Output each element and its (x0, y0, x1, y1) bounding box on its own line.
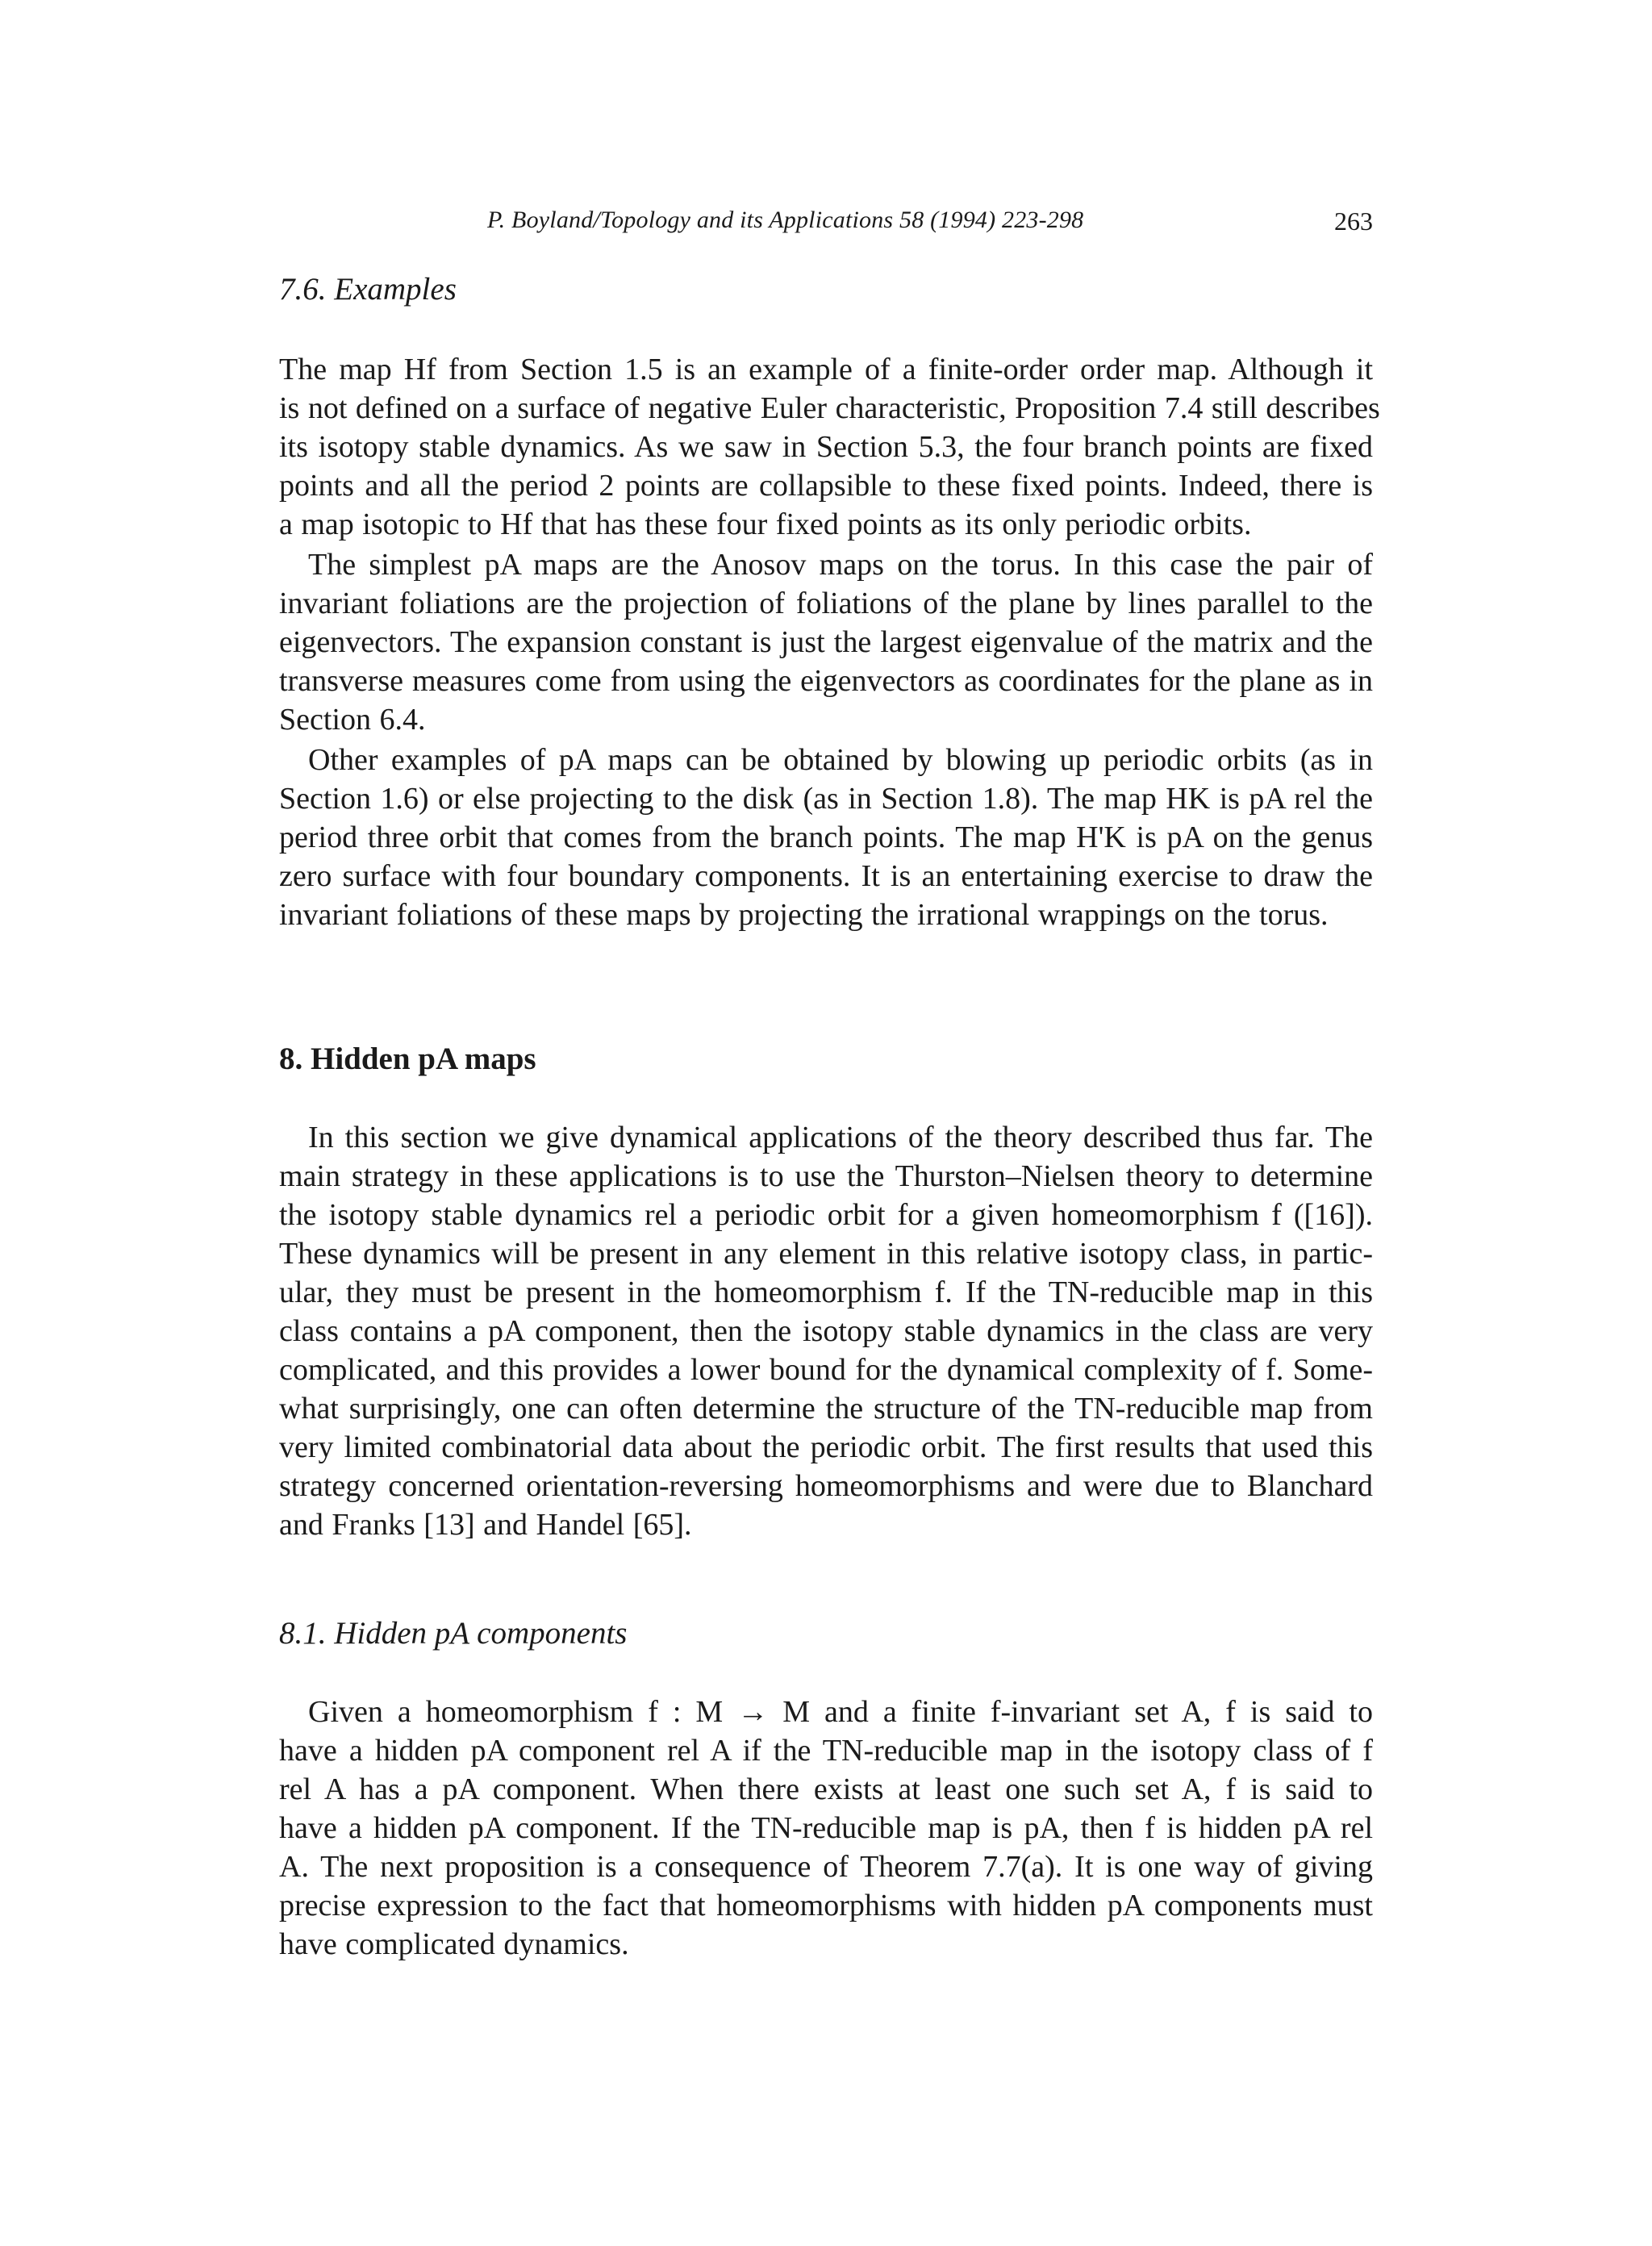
section-title-8: 8. Hidden pA maps (279, 1042, 536, 1076)
paragraph-7-6-1 (279, 350, 1380, 544)
paragraph-line: invariant foliations of these maps by projecting the irrational wrappings on the torus. (279, 898, 1329, 932)
paragraph-line: In this section we give dynamical applications of the theory described thus far. The (308, 1121, 1373, 1154)
subsection-title-8-1: 8.1. Hidden pA components (279, 1616, 628, 1651)
paragraph-line: and Franks [13] and Handel [65]. (279, 1508, 692, 1542)
paragraph-line: the isotopy stable dynamics rel a periodic orbit for a given homeomorphism f ([16]). (279, 1198, 1373, 1232)
running-head: P. Boyland/Topology and its Applications 58 (1994) 223-298 (487, 207, 1084, 233)
paragraph-8-1-1 (279, 1693, 1373, 1964)
paragraph-line: ular, they must be present in the homeomorphism f. If the TN-reducible map in this (279, 1275, 1373, 1309)
paragraph-line: have a hidden pA component. If the TN-reducible map is pA, then f is hidden pA rel (279, 1811, 1373, 1845)
paragraph-8-1 (279, 1118, 1373, 1544)
paragraph-line: invariant foliations are the projection of foliations of the plane by lines parallel to the (279, 587, 1373, 620)
paragraph-line: A. The next proposition is a consequence of Theorem 7.7(a). It is one way of giving (279, 1850, 1373, 1884)
subsection-title-7-6: 7.6. Examples (279, 272, 457, 307)
paragraph-line: Section 1.6) or else projecting to the disk (as in Section 1.8). The map HK is pA rel the (279, 782, 1373, 816)
paragraph-line: points and all the period 2 points are collapsible to these fixed points. Indeed, there is (279, 469, 1373, 503)
paragraph-line: Section 6.4. (279, 703, 426, 737)
paragraph-line: Other examples of pA maps can be obtained by blowing up periodic orbits (as in (308, 743, 1373, 777)
paragraph-line: its isotopy stable dynamics. As we saw in Section 5.3, the four branch points are fixed (279, 430, 1373, 464)
paragraph-line: eigenvectors. The expansion constant is just the largest eigenvalue of the matrix and the (279, 625, 1373, 659)
paragraph-line: Given a homeomorphism f : M → M and a finite f-invariant set A, f is said to (308, 1695, 1373, 1729)
page-number: 263 (1334, 207, 1373, 236)
paragraph-line: strategy concerned orientation-reversing homeomorphisms and were due to Blanchard (279, 1469, 1373, 1503)
paragraph-line: have complicated dynamics. (279, 1927, 629, 1961)
paragraph-line: precise expression to the fact that homeomorphisms with hidden pA components must (279, 1889, 1373, 1922)
paragraph-line: zero surface with four boundary components. It is an entertaining exercise to draw the (279, 859, 1373, 893)
paragraph-line: The simplest pA maps are the Anosov maps on the torus. In this case the pair of (308, 548, 1373, 582)
paragraph-line: rel A has a pA component. When there exists at least one such set A, f is said to (279, 1772, 1373, 1806)
paragraph-line: complicated, and this provides a lower bound for the dynamical complexity of f. Some- (279, 1353, 1373, 1387)
paragraph-line: class contains a pA component, then the isotopy stable dynamics in the class are very (279, 1314, 1373, 1348)
paragraph-7-6-3 (279, 741, 1373, 934)
paragraph-line: transverse measures come from using the eigenvectors as coordinates for the plane as in (279, 664, 1373, 698)
paragraph-7-6-2 (279, 545, 1373, 739)
paragraph-line: period three orbit that comes from the branch points. The map H'K is pA on the genus (279, 820, 1373, 854)
paragraph-line: These dynamics will be present in any element in this relative isotopy class, in partic- (279, 1237, 1373, 1271)
paragraph-line: The map Hf from Section 1.5 is an example of a finite-order order map. Although it (279, 353, 1373, 386)
paragraph-line: a map isotopic to Hf that has these four fixed points as its only periodic orbits. (279, 507, 1252, 541)
paragraph-line: main strategy in these applications is to use the Thurston–Nielsen theory to determine (279, 1159, 1373, 1193)
paragraph-line: have a hidden pA component rel A if the TN-reducible map in the isotopy class of f (279, 1734, 1373, 1768)
paragraph-line: very limited combinatorial data about the periodic orbit. The first results that used this (279, 1430, 1373, 1464)
paragraph-line: is not defined on a surface of negative Euler characteristic, Proposition 7.4 still describes (279, 391, 1380, 425)
paragraph-line: what surprisingly, one can often determine the structure of the TN-reducible map from (279, 1392, 1373, 1426)
